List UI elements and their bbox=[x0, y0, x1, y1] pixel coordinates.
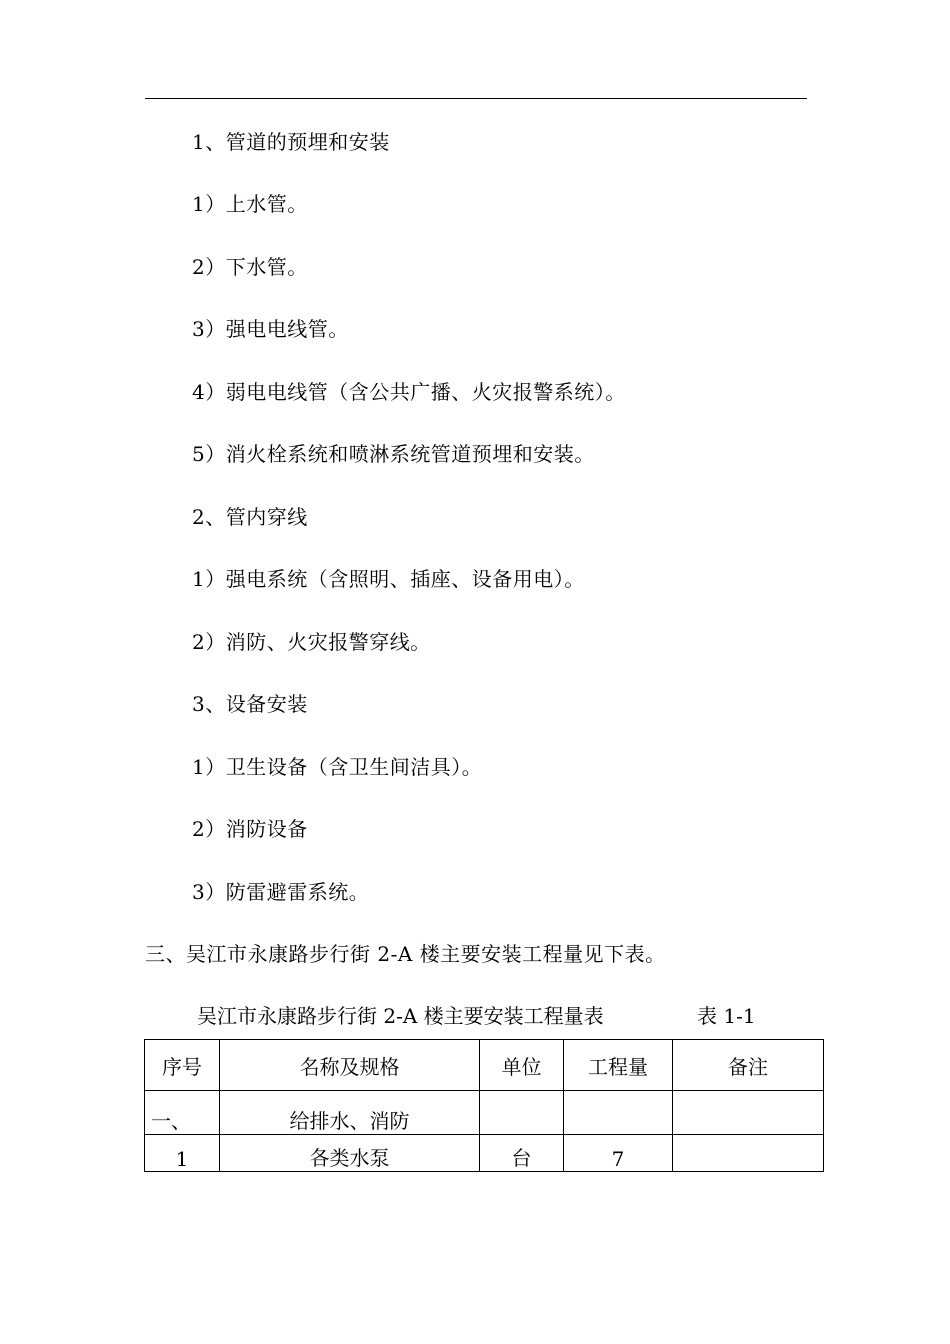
table-caption bbox=[197, 1002, 756, 1030]
item-fire-equipment: 2）消防设备 bbox=[192, 817, 308, 841]
cell-quantity: 7 bbox=[564, 1135, 673, 1172]
header-rule bbox=[145, 98, 807, 99]
table-number: 表 1-1 bbox=[697, 1004, 756, 1028]
table-row bbox=[145, 1091, 824, 1135]
item-water-supply: 1）上水管。 bbox=[192, 192, 308, 216]
item-lightning: 3）防雷避雷系统。 bbox=[192, 880, 370, 904]
cell-quantity bbox=[564, 1091, 673, 1135]
cell-name: 各类水泵 bbox=[220, 1135, 480, 1172]
cell-no: 一、 bbox=[145, 1091, 220, 1135]
item-fire-alarm-wiring: 2）消防、火灾报警穿线。 bbox=[192, 630, 431, 654]
col-header-unit: 单位 bbox=[480, 1040, 564, 1091]
item-power-system: 1）强电系统（含照明、插座、设备用电）。 bbox=[192, 567, 585, 591]
item-drainage: 2）下水管。 bbox=[192, 255, 308, 279]
table-title: 吴江市永康路步行街 2-A 楼主要安装工程量表 bbox=[197, 1004, 604, 1028]
col-header-quantity: 工程量 bbox=[564, 1040, 673, 1091]
item-low-voltage-conduit: 4）弱电电线管（含公共广播、火灾报警系统）。 bbox=[192, 380, 626, 404]
quantity-table bbox=[144, 1039, 824, 1172]
col-header-remarks: 备注 bbox=[673, 1040, 824, 1091]
col-header-name: 名称及规格 bbox=[220, 1040, 480, 1091]
table-row bbox=[145, 1135, 824, 1172]
col-header-no: 序号 bbox=[145, 1040, 220, 1091]
item-fire-hydrant-sprinkler: 5）消火栓系统和喷淋系统管道预埋和安装。 bbox=[192, 442, 595, 466]
heading-equipment: 3、设备安装 bbox=[192, 692, 308, 716]
cell-remarks bbox=[673, 1091, 824, 1135]
cell-no: 1 bbox=[145, 1135, 220, 1172]
item-sanitary: 1）卫生设备（含卫生间洁具）。 bbox=[192, 755, 483, 779]
heading-wiring: 2、管内穿线 bbox=[192, 505, 308, 529]
item-power-conduit: 3）强电电线管。 bbox=[192, 317, 349, 341]
section-three-heading: 三、吴江市永康路步行街 2-A 楼主要安装工程量见下表。 bbox=[145, 942, 666, 966]
table-header-row bbox=[145, 1040, 824, 1091]
cell-name: 给排水、消防 bbox=[220, 1091, 480, 1135]
cell-remarks bbox=[673, 1135, 824, 1172]
heading-pipe-install: 1、管道的预埋和安装 bbox=[192, 130, 390, 154]
cell-unit: 台 bbox=[480, 1135, 564, 1172]
cell-unit bbox=[480, 1091, 564, 1135]
